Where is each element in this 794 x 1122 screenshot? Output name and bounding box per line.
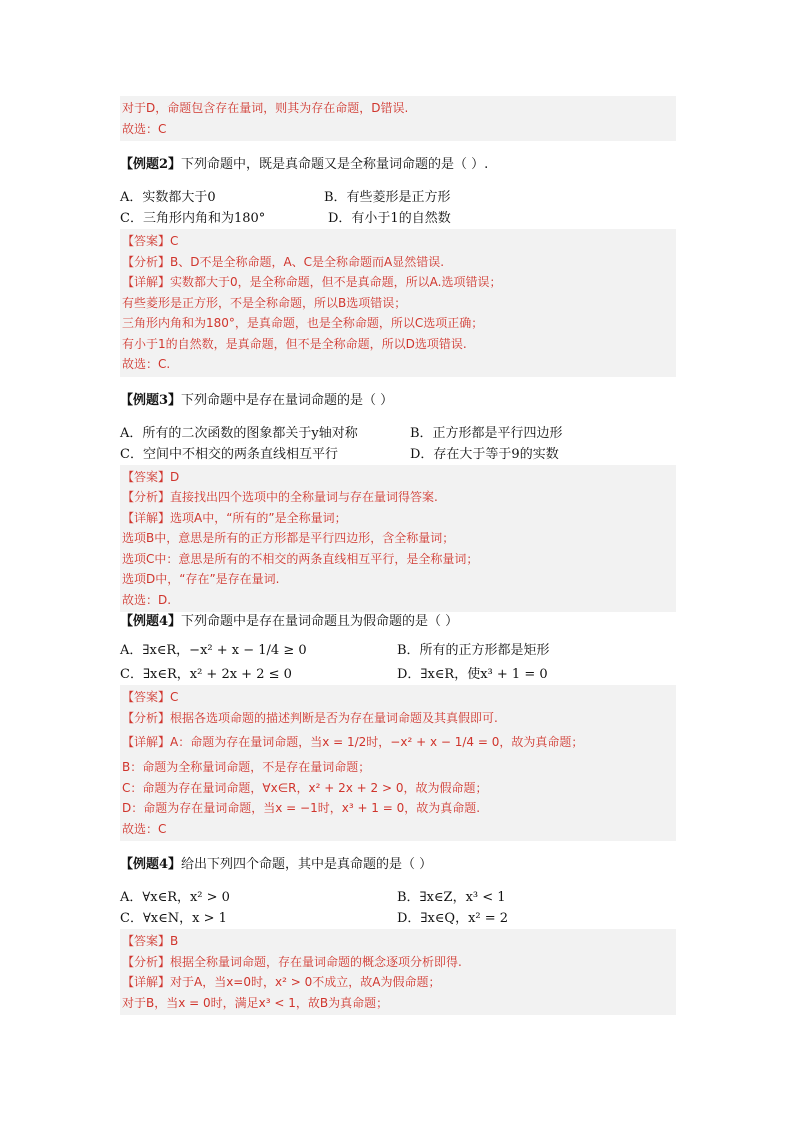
answer-block-prev	[120, 96, 676, 141]
option-b: B．正方形都是平行四边形	[410, 425, 563, 441]
question-tag: 【例题3】	[120, 392, 182, 408]
question-text: 下列命题中是存在量词命题且为假命题的是（ ）	[181, 614, 459, 629]
answer-line: 有小于1的自然数，是真命题，但不是全称命题，所以D选项错误.	[122, 336, 467, 351]
question-tag: 【例题4】	[120, 614, 182, 629]
option-c: C．∀x∈N，x > 1	[120, 911, 227, 926]
answer-line: 三角形内角和为180°，是真命题，也是全称命题，所以C选项正确；	[122, 316, 484, 330]
options-row	[120, 187, 676, 208]
question-tag: 【例题4】	[120, 857, 182, 872]
answer-line: 【详解】选项A中，“所有的”是全称量词；	[122, 510, 347, 525]
option-c: C．三角形内角和为180°	[120, 211, 266, 226]
answer-block-q3	[120, 465, 676, 613]
answer-line: 对于D，命题包含存在量词，则其为存在命题，D错误.	[122, 101, 409, 115]
option-b: B．有些菱形是正方形	[324, 190, 451, 205]
answer-line: 故选：C	[122, 121, 167, 136]
answer-block-q4a	[120, 685, 676, 841]
option-d: D．有小于1的自然数	[328, 211, 451, 226]
answer-line: C：命题为存在量词命题，∀x∈R，x² + 2x + 2 > 0，故为假命题；	[122, 780, 488, 795]
answer-line: 故选：C.	[122, 357, 171, 371]
answer-line: 对于B，当x = 0时，满足x³ < 1，故B为真命题；	[122, 995, 389, 1010]
answer-line: 选项D中，“存在”是存在量词.	[122, 572, 280, 586]
question-2-stem	[120, 155, 676, 175]
answer-line: B：命题为全称量词命题，不是存在量词命题；	[122, 760, 371, 774]
question-text: 下列命题中是存在量词命题的是（ ）	[181, 392, 394, 408]
answer-line: 【分析】直接找出四个选项中的全称量词与存在量词得答案.	[122, 490, 438, 504]
option-b: B．∃x∈Z，x³ < 1	[397, 890, 506, 905]
options-row	[120, 887, 676, 908]
answer-line: 【答案】D	[122, 469, 180, 484]
option-c: C．∃x∈R，x² + 2x + 2 ≤ 0	[120, 667, 292, 682]
options-row	[120, 208, 676, 229]
option-a: A．实数都大于0	[120, 190, 216, 205]
answer-line: 选项B中，意思是所有的正方形都是平行四边形，含全称量词；	[122, 531, 455, 545]
answer-block-q4b	[120, 929, 676, 1015]
option-d: D．∃x∈R，使x³ + 1 = 0	[397, 667, 548, 682]
answer-line: 故选：C	[122, 821, 167, 836]
options-row	[120, 664, 676, 685]
answer-line: 【分析】根据全称量词命题，存在量词命题的概念逐项分析即得.	[122, 954, 462, 969]
option-a: A．∃x∈R，−x² + x − 1/4 ≥ 0	[120, 643, 307, 658]
question-3-stem	[120, 391, 676, 411]
option-d: D．存在大于等于9的实数	[410, 446, 559, 462]
answer-line: 选项C中：意思是所有的不相交的两条直线相互平行，是全称量词；	[122, 551, 479, 566]
options-row	[120, 423, 676, 444]
options-row	[120, 638, 676, 664]
answer-line: D：命题为存在量词命题，当x = −1时，x³ + 1 = 0，故为真命题.	[122, 801, 481, 815]
answer-line: 【详解】A：命题为存在量词命题，当x = 1/2时，−x² + x − 1/4 = 0，故为真命题；	[122, 735, 584, 749]
answer-line: 【答案】B	[122, 934, 179, 948]
answer-line: 【分析】根据各选项命题的描述判断是否为存在量词命题及其真假即可.	[122, 710, 498, 725]
answer-line: 【答案】C	[122, 234, 179, 248]
answer-line: 【详解】对于A，当x=0时，x² > 0不成立，故A为假命题；	[122, 975, 441, 989]
options-row	[120, 444, 676, 465]
question-tag: 【例题2】	[120, 157, 182, 172]
answer-block-q2	[120, 229, 676, 377]
answer-line: 有些菱形是正方形，不是全称命题，所以B选项错误；	[122, 295, 407, 310]
option-b: B．所有的正方形都是矩形	[397, 643, 550, 658]
question-text: 下列命题中，既是真命题又是全称量词命题的是（ ）.	[181, 157, 489, 172]
answer-line: 【详解】实数都大于0，是全称命题，但不是真命题，所以A.选项错误；	[122, 275, 502, 289]
option-a: A．∀x∈R，x² > 0	[120, 890, 230, 905]
option-a: A．所有的二次函数的图象都关于y轴对称	[120, 425, 358, 441]
option-c: C．空间中不相交的两条直线相互平行	[120, 446, 338, 462]
answer-line: 故选：D.	[122, 592, 172, 607]
document-page	[120, 96, 676, 1015]
option-d: D．∃x∈Q，x² = 2	[397, 911, 509, 926]
question-4a-stem	[120, 612, 676, 632]
question-4b-stem	[120, 855, 676, 875]
answer-line: 【分析】B、D不是全称命题，A、C是全称命题而A显然错误.	[122, 254, 445, 269]
answer-line: 【答案】C	[122, 690, 179, 704]
options-row	[120, 908, 676, 929]
question-text: 给出下列四个命题，其中是真命题的是（ ）	[181, 857, 433, 872]
